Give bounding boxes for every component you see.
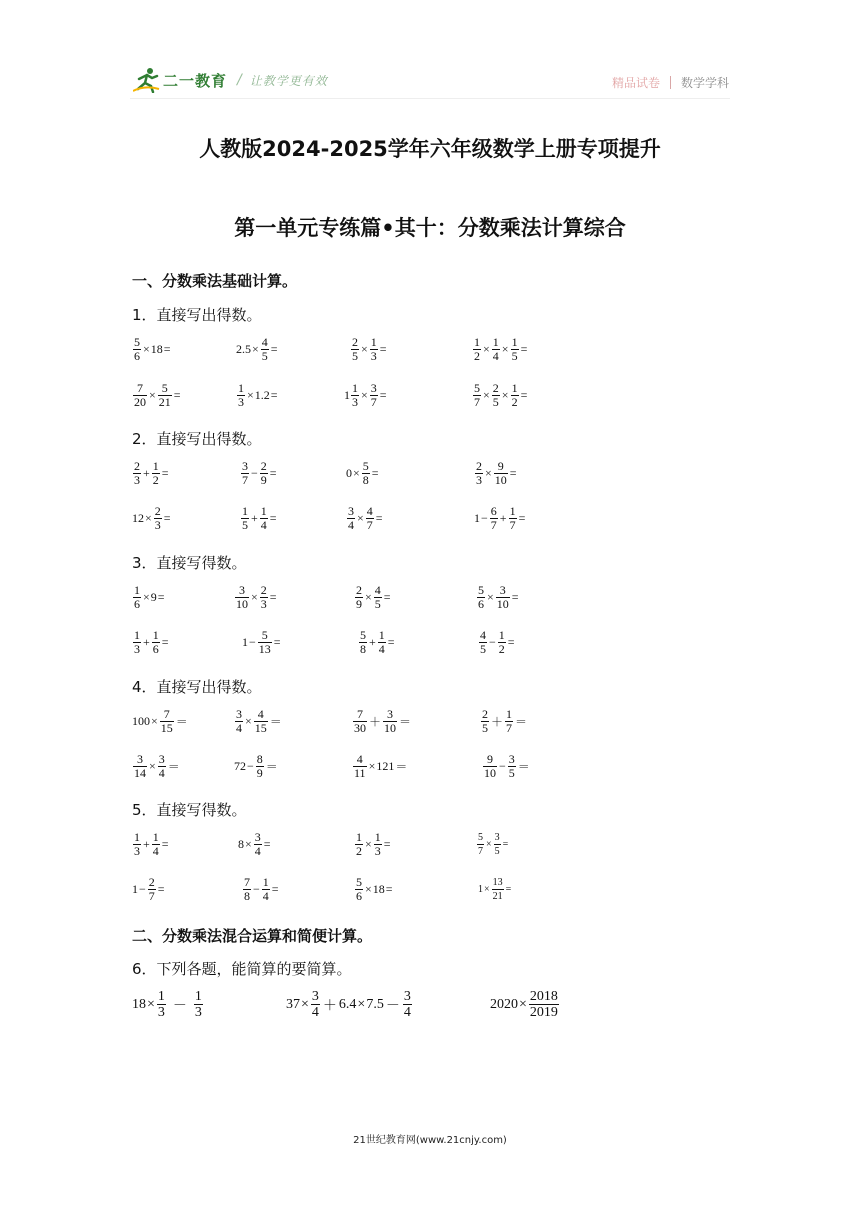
fraction: $\frac{3}{5}$ [508,752,515,780]
expr-q3-4: $\frac{5}{6}$ × $\frac{3}{10}$ = [478,583,519,611]
fraction: $\frac{1}{2}$ [498,628,505,656]
fraction: $\frac{5}{7}$ [474,381,480,409]
expr-q4-1: 100 × $\frac{7}{15}$ ＝ [132,707,188,735]
fraction: $\frac{5}{7}$ [478,832,483,857]
expr-q5-5: 1 − $\frac{2}{7}$ = [132,875,165,903]
fraction: $\frac{1}{2}$ [356,830,362,858]
expr-q6-3: 2020 × $\frac{2018}{2019}$ [490,989,558,1020]
fraction: $\frac{8}{9}$ [256,752,263,780]
fraction: $\frac{3}{4}$ [236,707,242,735]
expr-q2-3: 0 × $\frac{5}{8}$ = [346,459,379,487]
fraction: $\frac{2}{3}$ [154,504,161,532]
fraction: $\frac{3}{10}$ [236,583,248,611]
fraction: $\frac{5}{21}$ [158,381,171,409]
fraction: $\frac{4}{5}$ [261,335,268,363]
fraction: 1 3 [134,628,140,656]
fraction: $\frac{1}{6}$ [134,583,140,611]
page-subtitle: 第一单元专练篇•其十：分数乘法计算综合 [234,216,626,240]
expr-q3-8: 4 5 − $\frac{1}{2}$ = [480,628,515,656]
fraction: $\frac{5}{6}$ [134,335,140,363]
page-footer: 21世纪教育网(www.21cnjy.com) [353,1135,507,1146]
fraction: 7 8 [244,875,250,903]
fraction: $\frac{3}{4}$ [254,830,261,858]
question-5: 5．直接写得数。 [132,801,247,819]
fraction: $\frac{4}{15}$ [254,707,267,735]
logo-divider: / [237,72,242,88]
expr-q4-7: $\frac{4}{11}$ × 121 ＝ [354,752,408,780]
fraction: $\frac{3}{4}$ [311,989,319,1020]
fraction: $\frac{1}{2}$ [474,335,480,363]
expr-q5-1: 1 3 + $\frac{1}{4}$ = [134,830,169,858]
expr-q3-3: $\frac{2}{9}$ × $\frac{4}{5}$ = [356,583,391,611]
fraction: 1 3 [134,830,140,858]
fraction: $\frac{1}{4}$ [378,628,385,656]
fraction: $\frac{2}{9}$ [260,459,267,487]
fraction: $\frac{4}{5}$ [374,583,381,611]
fraction: 3 10 [384,707,397,735]
expr-q6-1: 18 × $\frac{1}{3}$ － 1 3 [132,989,202,1020]
fraction: $\frac{1}{4}$ [260,504,267,532]
expr-q3-5: 1 3 + $\frac{1}{6}$ = [134,628,169,656]
logo [133,66,328,94]
fraction: $\frac{4}{7}$ [366,504,373,532]
fraction: 4 5 [480,628,486,656]
logo-name: 二一教育 [163,71,228,90]
fraction: 3 7 [242,459,248,487]
fraction: $\frac{2}{9}$ [356,583,362,611]
expr-q3-2: $\frac{3}{10}$ × $\frac{2}{3}$ = [236,583,277,611]
expr-q1-5: $\frac{7}{20}$ × $\frac{5}{21}$ = [134,381,181,409]
expr-q2-4: $\frac{2}{3}$ × $\frac{9}{10}$ = [476,459,517,487]
question-4: 4．直接写出得数。 [132,678,262,696]
expr-q5-8: 1 × $\frac{13}{21}$ = [478,877,512,902]
expr-q4-2: $\frac{3}{4}$ × $\frac{4}{15}$ ＝ [236,707,282,735]
fraction: $\frac{2}{5}$ [492,381,499,409]
fraction: $\frac{3}{4}$ [158,752,165,780]
question-2: 2．直接写出得数。 [132,430,262,448]
fraction: $\frac{5}{13}$ [258,628,271,656]
fraction: $\frac{1}{3}$ [374,830,381,858]
expr-q3-6: 1 − $\frac{5}{13}$ = [242,628,281,656]
logo-slogan: 让教学更有效 [249,73,328,88]
header-tag-subject: 数学学科 [680,76,729,90]
fraction: $\frac{6}{7}$ [490,504,497,532]
fraction: 1 3 [194,989,202,1020]
fraction: $\frac{1}{2}$ [152,459,159,487]
fraction: $\frac{9}{10}$ [494,459,507,487]
fraction: $\frac{3}{14}$ [134,752,146,780]
fraction: $\frac{3}{7}$ [370,381,377,409]
fraction: $\frac{7}{20}$ [134,381,146,409]
fraction: $\frac{5}{6}$ [478,583,484,611]
fraction: 2 5 [482,707,488,735]
expr-q4-3: 7 30 ＋ 3 10 ＝ [354,707,412,735]
fraction: $\frac{1}{2}$ [511,381,518,409]
fraction: $\frac{3}{5}$ [494,832,500,857]
fraction: 7 30 [354,707,366,735]
fraction: $\frac{1}{7}$ [509,504,516,532]
question-3: 3．直接写得数。 [132,554,247,572]
fraction: $\frac{1}{5}$ [511,335,518,363]
fraction: $\frac{5}{8}$ [362,459,369,487]
fraction: 3 4 [403,989,411,1020]
fraction: $\frac{1}{4}$ [492,335,499,363]
fraction: $\frac{2018}{2019}$ [529,989,558,1020]
expr-q2-1: 2 3 + $\frac{1}{2}$ = [134,459,169,487]
fraction: $\frac{3}{4}$ [348,504,354,532]
expr-q4-5: $\frac{3}{14}$ × $\frac{3}{4}$ ＝ [134,752,180,780]
expr-q6-2: 37 × $\frac{3}{4}$ ＋ 6.4 × 7.5 － 3 4 [286,989,411,1020]
fraction: $\frac{3}{10}$ [496,583,509,611]
expr-q1-6: $\frac{1}{3}$ × 1.2 = [238,381,278,409]
expr-q1-2: 2.5 × $\frac{4}{5}$ = [236,335,278,363]
expr-q1-1: $\frac{5}{6}$ × 18 = [134,335,171,363]
fraction: $\frac{2}{3}$ [476,459,482,487]
fraction: 5 8 [360,628,366,656]
runner-icon [133,67,161,93]
fraction: 9 10 [484,752,496,780]
fraction: $\frac{2}{7}$ [148,875,155,903]
fraction: $\frac{1}{6}$ [152,628,159,656]
header-tags [612,74,729,91]
expr-q5-7: $\frac{5}{6}$ × 18 = [356,875,393,903]
fraction: 1 7 [506,707,513,735]
expr-q1-3: $\frac{2}{5}$ × $\frac{1}{3}$ = [352,335,387,363]
fraction: 1 5 [242,504,248,532]
fraction: 1 3 [352,381,358,409]
expr-q1-7: 1 1 3 × $\frac{3}{7}$ = [344,381,387,409]
expr-q2-5: 12 × $\frac{2}{3}$ = [132,504,171,532]
expr-q4-8: 9 10 − $\frac{3}{5}$ ＝ [484,752,530,780]
fraction: $\frac{2}{3}$ [260,583,267,611]
fraction: $\frac{2}{5}$ [352,335,358,363]
expr-q3-1: $\frac{1}{6}$ × 9 = [134,583,165,611]
question-6: 6．下列各题，能简算的要简算。 [132,960,352,978]
expr-q1-8: $\frac{5}{7}$ × $\frac{2}{5}$ × $\frac{1}{2}$ = [474,381,528,409]
fraction: $\frac{5}{6}$ [356,875,362,903]
expr-q4-4: 2 5 ＋ 1 7 ＝ [482,707,528,735]
expr-q1-4: $\frac{1}{2}$ × $\frac{1}{4}$ × $\frac{1}{5}$ = [474,335,528,363]
header-rule [130,98,730,99]
expr-q2-2: 3 7 − $\frac{2}{9}$ = [242,459,277,487]
fraction: $\frac{13}{21}$ [492,877,503,902]
expr-q4-6: 72 − $\frac{8}{9}$ ＝ [234,752,278,780]
fraction: $\frac{1}{4}$ [152,830,159,858]
fraction: $\frac{1}{3}$ [238,381,244,409]
expr-q5-3: $\frac{1}{2}$ × $\frac{1}{3}$ = [356,830,391,858]
expr-q2-8: 1 − $\frac{6}{7}$ + $\frac{1}{7}$ = [474,504,526,532]
expr-q5-4: $\frac{5}{7}$ × $\frac{3}{5}$ = [478,832,509,857]
section-heading-2: 二、分数乘法混合运算和简便计算。 [132,927,373,945]
mixed-number: 1 1 3 [344,381,358,409]
header-tag-divider [670,76,671,89]
page-title: 人教版2024-2025学年六年级数学上册专项提升 [199,137,661,161]
expr-q2-7: $\frac{3}{4}$ × $\frac{4}{7}$ = [348,504,383,532]
fraction: $\frac{1}{4}$ [262,875,269,903]
question-1: 1．直接写出得数。 [132,306,262,324]
fraction: $\frac{1}{3}$ [157,989,165,1020]
expr-q5-2: 8 × $\frac{3}{4}$ = [238,830,271,858]
fraction: $\frac{1}{3}$ [370,335,377,363]
header-tag-premium: 精品试卷 [611,76,660,90]
expr-q5-6: 7 8 − $\frac{1}{4}$ = [244,875,279,903]
fraction: $\frac{7}{15}$ [160,707,173,735]
fraction: $\frac{4}{11}$ [354,752,366,780]
expr-q3-7: 5 8 + $\frac{1}{4}$ = [360,628,395,656]
fraction: 2 3 [134,459,140,487]
expr-q2-6: 1 5 + $\frac{1}{4}$ = [242,504,277,532]
section-heading-1: 一、分数乘法基础计算。 [132,272,298,290]
